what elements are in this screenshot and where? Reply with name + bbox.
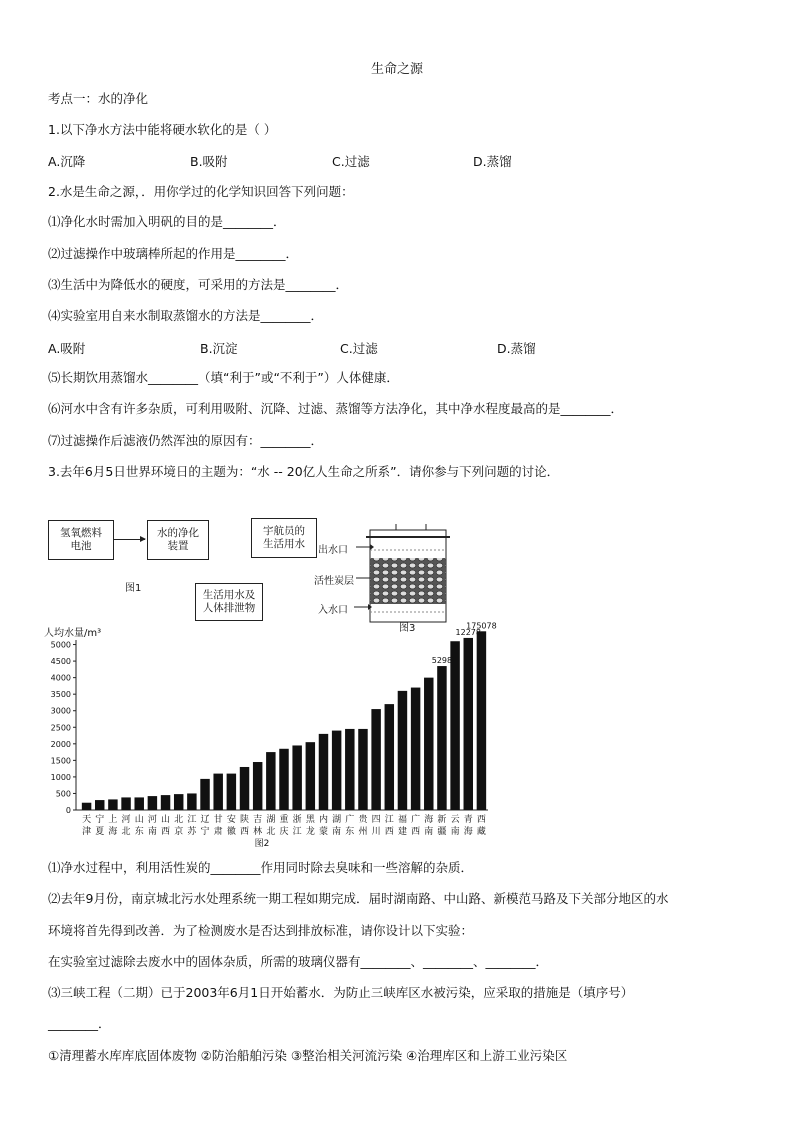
chart-xtick-label: 吉 (253, 815, 263, 825)
chart-bar (477, 631, 486, 810)
q3-item-2-cont: 环境将首先得到改善．为了检测废水是否达到排放标准，请你设计以下实验： (48, 923, 474, 938)
chart-xtick-label: 湖 (332, 815, 342, 825)
q3-item-2-question: 在实验室过滤除去废水中的固体杂质，所需的玻璃仪器有________、________、________． (48, 954, 549, 969)
q2-item-4: ⑷实验室用自来水制取蒸馏水的方法是________． (48, 308, 324, 323)
chart-xtick-label: 北 (121, 827, 131, 837)
chart-xtick-label: 庆 (279, 827, 289, 837)
chart-xtick-label: 肃 (213, 827, 223, 837)
chart-bar (200, 779, 209, 810)
q3-item-3-blank: ________． (48, 1016, 111, 1031)
chart-xtick-label: 海 (108, 827, 118, 837)
section-heading: 考点一：水的净化 (48, 91, 149, 106)
page-title: 生命之源 (370, 62, 423, 77)
chart-bar (213, 774, 222, 810)
chart-xtick-label: 西 (161, 827, 171, 837)
chart-xtick-label: 南 (450, 827, 460, 837)
chart-ytick-label: 500 (55, 789, 71, 799)
q1-option-b: B.吸附 (190, 154, 228, 169)
chart-bar (95, 800, 104, 810)
chart-xtick-label: 重 (279, 815, 289, 825)
chart-bar (332, 731, 341, 810)
fig1-fuel-cell-box: 氢氧燃料 电池 (48, 520, 114, 560)
q2-item-3: ⑶生活中为降低水的硬度，可采用的方法是________． (48, 277, 349, 292)
chart-xtick-label: 徽 (226, 827, 236, 837)
chart-xtick-label: 南 (332, 827, 342, 837)
q3-stem: 3.去年6月5日世界环境日的主题为：“水 -- 20亿人生命之所系”．请你参与下列问题的讨论． (48, 464, 560, 479)
chart-xtick-label: 西 (476, 815, 486, 825)
chart-ytick-label: 0 (65, 806, 71, 815)
chart-xtick-label: 天 (82, 815, 92, 825)
chart-ytick-label: 1500 (50, 756, 71, 766)
fig1-arrow-1 (113, 539, 145, 540)
chart-xtick-label: 江 (384, 815, 394, 825)
chart-bar (253, 762, 262, 810)
chart-bar (371, 709, 380, 810)
chart-xtick-label: 海 (424, 815, 434, 825)
q1-stem: 1.以下净水方法中能将硬水软化的是（ ） (48, 122, 277, 137)
chart-xtick-label: 广 (411, 815, 421, 825)
chart-xtick-label: 浙 (292, 815, 302, 825)
chart-xtick-label: 西 (411, 827, 421, 837)
q3-item-3: ⑶三峡工程（二期）已于2003年6月1日开始蓄水．为防止三峡库区水被污染，应采取的措施是（填序号） (48, 985, 634, 1000)
chart-xtick-label: 京 (174, 827, 184, 837)
q2-item-1: ⑴净化水时需加入明矾的目的是________． (48, 214, 286, 229)
chart-xtick-label: 山 (134, 815, 144, 825)
chart-xtick-label: 青 (463, 815, 473, 825)
chart-bar (266, 752, 275, 810)
q3-item-3-choices: ①清理蓄水库库底固体废物 ②防治船舶污染 ③整治相关河流污染 ④治理库区和上游工业污染区 (48, 1048, 568, 1063)
chart-data-label: 12278 (455, 627, 481, 637)
chart-xtick-label: 宁 (95, 815, 105, 825)
chart-bar (411, 688, 420, 810)
q3-item-1: ⑴净水过程中，利用活性炭的________作用同时除去臭味和一些溶解的杂质． (48, 860, 474, 875)
chart-xtick-label: 东 (345, 827, 355, 837)
chart-bar (187, 793, 196, 810)
chart-xtick-label: 龙 (305, 827, 315, 837)
fig1-astronaut-water-box: 宇航员的 生活用水 (251, 518, 317, 558)
chart-ylabel: 人均水量/m³ (44, 628, 102, 639)
q1-option-d: D.蒸馏 (473, 154, 512, 169)
chart-bar (319, 734, 328, 810)
fig3-outlet-label: 出水口 (318, 545, 348, 556)
chart-bar (240, 767, 249, 810)
chart-xtick-label: 江 (187, 815, 197, 825)
chart-xtick-label: 西 (240, 827, 250, 837)
fig1-purification-box: 水的净化 装置 (147, 520, 209, 560)
chart-bar (161, 795, 170, 810)
chart-xtick-label: 疆 (437, 827, 447, 837)
chart-bar (306, 742, 315, 810)
chart-bar (121, 797, 130, 810)
chart-xtick-label: 林 (253, 827, 263, 837)
chart-bar (398, 691, 407, 810)
chart-xtick-label: 南 (147, 827, 157, 837)
chart-xtick-label: 甘 (213, 815, 223, 825)
chart-bar (148, 796, 157, 810)
chart-bar (424, 678, 433, 810)
chart-ytick-label: 3500 (50, 690, 71, 700)
chart-xtick-label: 四 (371, 815, 381, 825)
fig1-caption: 图1 (125, 583, 142, 594)
q2-item-2: ⑵过滤操作中玻璃棒所起的作用是________． (48, 246, 299, 261)
q2-option-b: B.沉淀 (200, 341, 238, 356)
chart-bar (450, 641, 459, 810)
q2-item-6: ⑹河水中含有许多杂质，可利用吸附、沉降、过滤、蒸馏等方法净化，其中净水程度最高的是________． (48, 401, 624, 416)
fig3-carbon-label: 活性炭层 (314, 576, 354, 587)
chart-caption: 图2 (254, 839, 270, 849)
chart-ytick-label: 2000 (50, 739, 71, 749)
chart-xtick-label: 藏 (476, 827, 486, 837)
chart-xtick-label: 上 (108, 815, 118, 825)
chart-xtick-label: 河 (121, 815, 131, 825)
chart-xtick-label: 湖 (266, 815, 276, 825)
chart-xtick-label: 新 (437, 815, 447, 825)
chart-xtick-label: 东 (134, 827, 144, 837)
chart-ytick-label: 4500 (50, 657, 71, 667)
chart-xtick-label: 陕 (240, 815, 250, 825)
q2-option-d: D.蒸馏 (497, 341, 536, 356)
q3-item-2: ⑵去年9月份，南京城北污水处理系统一期工程如期完成．届时湖南路、中山路、新模范马路及下关部分地区的水 (48, 891, 669, 906)
chart-xtick-label: 江 (292, 827, 302, 837)
chart-xtick-label: 北 (174, 815, 184, 825)
chart-bar (227, 774, 236, 810)
chart-bar (134, 797, 143, 810)
chart-ytick-label: 3000 (50, 706, 71, 716)
chart-ytick-label: 2500 (50, 723, 71, 733)
chart-xtick-label: 河 (147, 815, 157, 825)
chart-bar (437, 666, 446, 810)
chart-bar (385, 704, 394, 810)
chart-xtick-label: 建 (397, 827, 407, 837)
fig1-wastewater-box: 生活用水及 人体排泄物 (195, 583, 263, 621)
chart-bar (108, 799, 117, 810)
q2-item-7: ⑺过滤操作后滤液仍然浑浊的原因有：________． (48, 433, 324, 448)
q1-option-c: C.过滤 (332, 154, 370, 169)
chart-data-label: 5298 (431, 656, 453, 666)
chart-xtick-label: 福 (397, 815, 407, 825)
chart-ytick-label: 5000 (50, 640, 71, 650)
chart-bar (292, 745, 301, 810)
chart-ytick-label: 1000 (50, 772, 71, 782)
q2-option-c: C.过滤 (340, 341, 378, 356)
fig3-inlet-label: 入水口 (318, 605, 348, 616)
chart-xtick-label: 海 (463, 827, 473, 837)
q1-option-a: A.沉降 (48, 154, 86, 169)
chart-ytick-label: 4000 (50, 673, 71, 683)
chart-xtick-label: 南 (424, 827, 434, 837)
q2-stem: 2.水是生命之源，．用你学过的化学知识回答下列问题： (48, 184, 354, 199)
chart-data-label: 175078 (466, 622, 497, 631)
chart-xtick-label: 夏 (95, 827, 105, 837)
q2-item-5: ⑸长期饮用蒸馏水________（填“利于”或“不利于”）人体健康． (48, 370, 399, 385)
chart-bar (279, 749, 288, 810)
chart-xtick-label: 黑 (305, 815, 315, 825)
chart-bar (174, 794, 183, 810)
chart-xtick-label: 安 (226, 815, 236, 825)
fig3-caption: 图3 (399, 623, 416, 634)
chart-xtick-label: 津 (82, 827, 92, 837)
chart-xtick-label: 州 (358, 827, 368, 837)
chart-xtick-label: 山 (161, 815, 171, 825)
chart-xtick-label: 广 (345, 815, 355, 825)
q2-option-a: A.吸附 (48, 341, 86, 356)
chart-xtick-label: 北 (266, 827, 276, 837)
chart-xtick-label: 蒙 (318, 827, 328, 837)
chart-xtick-label: 川 (371, 827, 381, 837)
chart-xtick-label: 宁 (200, 827, 210, 837)
chart-bar (82, 803, 91, 810)
chart-bar (358, 729, 367, 810)
water-per-capita-bar-chart (40, 622, 500, 850)
chart-xtick-label: 内 (318, 815, 328, 825)
chart-xtick-label: 苏 (187, 827, 197, 837)
chart-xtick-label: 贵 (358, 815, 368, 825)
chart-xtick-label: 辽 (200, 815, 210, 825)
chart-xtick-label: 西 (384, 827, 394, 837)
chart-bar (345, 729, 354, 810)
chart-xtick-label: 云 (450, 815, 460, 825)
chart-bar (464, 638, 473, 810)
